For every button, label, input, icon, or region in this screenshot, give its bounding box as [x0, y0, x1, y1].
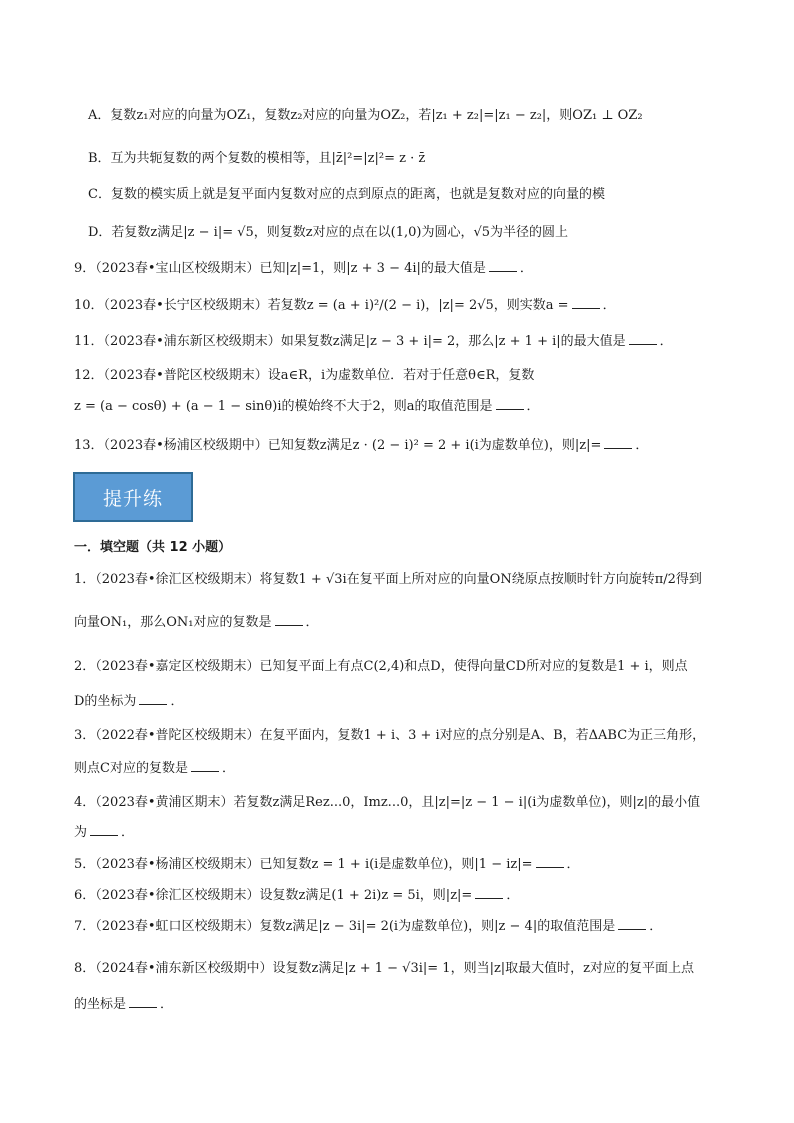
answer-blank: [129, 995, 157, 1008]
answer-blank: [496, 397, 524, 410]
question-11: 11．（2023春•浦东新区校级期末）如果复数z满足|z − 3 + i|= 2，那么|z + 1 + i|的最大值是 ．: [74, 334, 673, 349]
option-d: D．若复数z满足|z − i|= √5，则复数z对应的点在以(1,0)为圆心，√5为半径的圆上: [88, 225, 568, 240]
answer-blank: [629, 332, 657, 345]
question-9: 9．（2023春•宝山区校级期末）已知|z|=1，则|z + 3 − 4i|的最大值是 ．: [74, 261, 533, 276]
answer-blank: [475, 886, 503, 899]
adv-question-4-line-2: 为 ．: [74, 825, 135, 840]
answer-blank: [275, 613, 303, 626]
adv-question-4-line-1: 4．（2023春•黄浦区期末）若复数z满足Rez...0，Imz...0，且|z|=|z − 1 − i|(i为虚数单位)，则|z|的最小值: [74, 795, 701, 810]
adv-question-6: 6．（2023春•徐汇区校级期末）设复数z满足(1 + 2i)z = 5i，则|z|= ．: [74, 888, 520, 903]
answer-blank: [604, 436, 632, 449]
answer-blank: [536, 855, 564, 868]
adv-question-8-line-2: 的坐标是 ．: [74, 997, 174, 1012]
question-10: 10．（2023春•长宁区校级期末）若复数z = (a + i)²/(2 − i)，|z|= 2√5，则实数a = ．: [74, 298, 616, 313]
section-badge: 提升练: [73, 472, 193, 522]
answer-blank: [572, 296, 600, 309]
section-title: 一．填空题（共 12 小题）: [74, 540, 232, 555]
adv-question-5: 5．（2023春•杨浦区校级期末）已知复数z = 1 + i(i是虚数单位)，则|1 − iz|= ．: [74, 857, 580, 872]
question-12-line-2: z = (a − cosθ) + (a − 1 − sinθ)i的模始终不大于2，则a的取值范围是 ．: [74, 399, 540, 414]
option-c: C．复数的模实质上就是复平面内复数对应的点到原点的距离，也就是复数对应的向量的模: [88, 187, 605, 202]
answer-blank: [618, 917, 646, 930]
answer-blank: [191, 759, 219, 772]
answer-blank: [90, 823, 118, 836]
adv-question-8-line-1: 8．（2024春•浦东新区校级期中）设复数z满足|z + 1 − √3i|= 1，则当|z|取最大值时，z对应的复平面上点: [74, 961, 695, 976]
answer-blank: [139, 692, 167, 705]
adv-question-1-line-2: 向量ON₁，那么ON₁对应的复数是 ．: [74, 615, 319, 630]
adv-question-3-line-1: 3．（2022春•普陀区校级期末）在复平面内，复数1 + i、3 + i对应的点分别是A、B，若ΔABC为正三角形，: [74, 728, 706, 743]
option-b: B．互为共轭复数的两个复数的模相等，且|z̄|²=|z|²= z · z̄: [88, 151, 426, 166]
option-a: A．复数z₁对应的向量为OZ₁，复数z₂对应的向量为OZ₂，若|z₁ + z₂|=|z₁ − z₂|，则OZ₁ ⊥ OZ₂: [88, 108, 643, 123]
adv-question-2-line-1: 2．（2023春•嘉定区校级期末）已知复平面上有点C(2,4)和点D，使得向量CD所对应的复数是1 + i，则点: [74, 659, 688, 674]
adv-question-3-line-2: 则点C对应的复数是 ．: [74, 761, 235, 776]
question-13: 13．（2023春•杨浦区校级期中）已知复数z满足z · (2 − i)² = 2 + i(i为虚数单位)，则|z|= ．: [74, 438, 649, 453]
adv-question-1-line-1: 1．（2023春•徐汇区校级期末）将复数1 + √3i在复平面上所对应的向量ON绕原点按顺时针方向旋转π/2得到: [74, 572, 702, 587]
adv-question-2-line-2: D的坐标为 ．: [74, 694, 184, 709]
answer-blank: [489, 259, 517, 272]
question-12-line-1: 12．（2023春•普陀区校级期末）设a∈R，i为虚数单位．若对于任意θ∈R，复数: [74, 368, 535, 383]
adv-question-7: 7．（2023春•虹口区校级期末）复数z满足|z − 3i|= 2(i为虚数单位)，则|z − 4|的取值范围是 ．: [74, 919, 663, 934]
